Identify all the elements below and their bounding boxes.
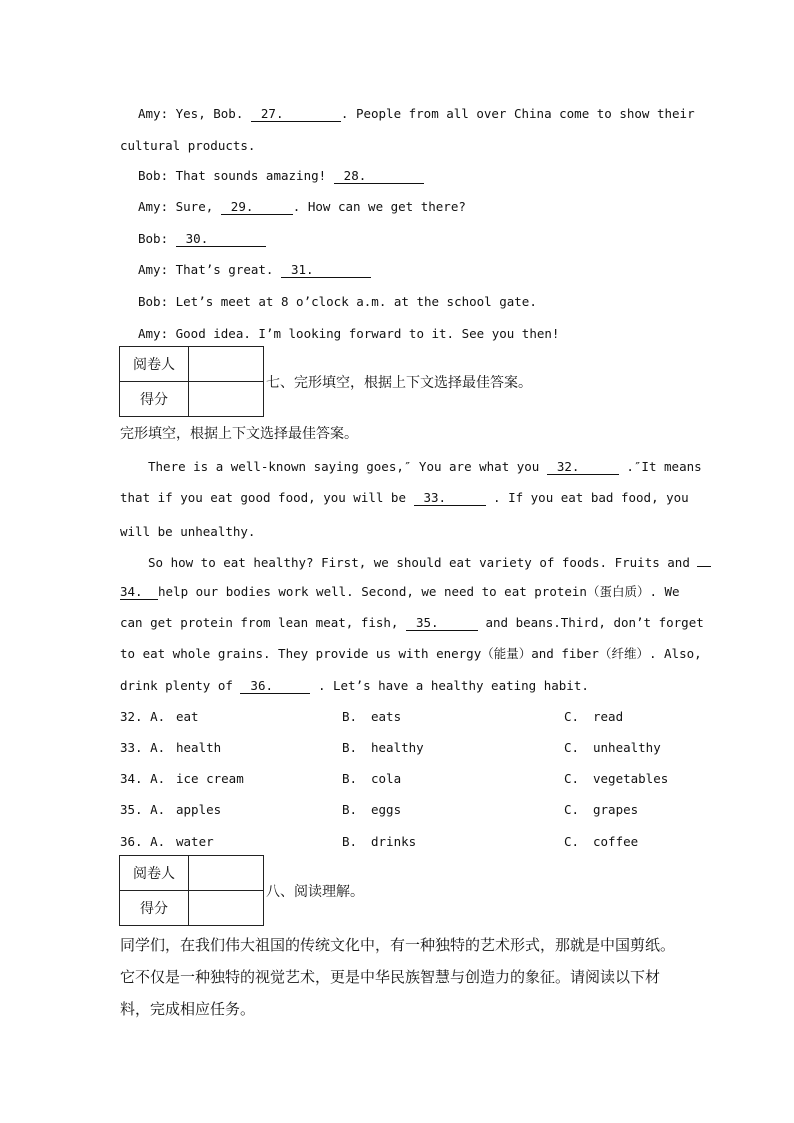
- reviewer-cell: [189, 347, 264, 382]
- dialogue-line-28: Bob: That sounds amazing! 28.: [138, 168, 424, 184]
- section7-instruction: 完形填空，根据上下文选择最佳答案。: [120, 426, 358, 442]
- score-cell: [189, 382, 264, 417]
- dialogue-line-meet: Bob: Let’s meet at 8 o’clock a.m. at the school gate.: [138, 294, 537, 309]
- score-label: 得分: [120, 382, 189, 417]
- option-c-label: C.: [564, 802, 580, 817]
- blank-30: 30.: [176, 232, 266, 247]
- question-number: 34. A.: [120, 771, 166, 786]
- blank-32: 32.: [547, 460, 619, 475]
- option-c-label: C.: [564, 740, 580, 755]
- section7-heading: 七、完形填空，根据上下文选择最佳答案。: [266, 375, 532, 391]
- blank-27: 27.: [251, 107, 341, 122]
- question-number: 32. A.: [120, 709, 166, 724]
- option-b: cola: [371, 771, 402, 786]
- option-c: grapes: [593, 802, 639, 817]
- option-b: eats: [371, 709, 402, 724]
- score-table-section7: [119, 346, 264, 417]
- dialogue-line-30: Bob: 30.: [138, 231, 266, 247]
- option-c-label: C.: [564, 834, 580, 849]
- option-a: water: [176, 834, 214, 849]
- dialogue-line-continuation: cultural products.: [120, 138, 256, 153]
- passage-line-5: 34. help our bodies work well. Second, we need to eat protein（蛋白质）. We: [120, 584, 680, 599]
- question-number: 33. A.: [120, 740, 166, 755]
- option-c: vegetables: [593, 771, 669, 786]
- option-b: eggs: [371, 802, 402, 817]
- option-b: healthy: [371, 740, 424, 755]
- blank-35: 35.: [406, 616, 478, 631]
- option-b-label: B.: [342, 771, 358, 786]
- passage-line-7: to eat whole grains. They provide us with energy（能量）and fiber（纤维）. Also,: [120, 646, 702, 661]
- option-b-label: B.: [342, 802, 358, 817]
- blank-31: 31.: [281, 263, 371, 278]
- score-table-section8: [119, 855, 264, 926]
- option-b-label: B.: [342, 834, 358, 849]
- option-c: unhealthy: [593, 740, 661, 755]
- blank-36: 36.: [240, 679, 310, 694]
- passage-line-1: There is a well-known saying goes,″ You are what you 32. .″It means: [148, 459, 702, 474]
- option-c-label: C.: [564, 771, 580, 786]
- blank-29: 29.: [221, 200, 293, 215]
- score-cell: [189, 891, 264, 926]
- dialogue-line-31: Amy: That’s great. 31.: [138, 262, 371, 278]
- option-b-label: B.: [342, 740, 358, 755]
- option-b: drinks: [371, 834, 417, 849]
- reviewer-label: 阅卷人: [120, 856, 189, 891]
- option-b-label: B.: [342, 709, 358, 724]
- option-c: coffee: [593, 834, 639, 849]
- blank-33: 33.: [414, 491, 486, 506]
- option-a: ice cream: [176, 771, 244, 786]
- blank-28: 28.: [334, 169, 424, 184]
- option-c-label: C.: [564, 709, 580, 724]
- passage-line-2: that if you eat good food, you will be 33. . If you eat bad food, you: [120, 490, 689, 505]
- section8-heading: 八、阅读理解。: [266, 884, 364, 900]
- option-a: health: [176, 740, 222, 755]
- dialogue-line-29: Amy: Sure, 29. . How can we get there?: [138, 199, 466, 214]
- dialogue-line-goodbye: Amy: Good idea. I’m looking forward to it. See you then!: [138, 326, 560, 341]
- passage-line-4: So how to eat healthy? First, we should eat variety of foods. Fruits and: [148, 555, 711, 571]
- reviewer-cell: [189, 856, 264, 891]
- passage-line-6: can get protein from lean meat, fish, 35. and beans.Third, don’t forget: [120, 615, 704, 630]
- option-c: read: [593, 709, 624, 724]
- question-number: 36. A.: [120, 834, 166, 849]
- blank-34-start: [697, 566, 711, 567]
- option-a: apples: [176, 802, 222, 817]
- reviewer-label: 阅卷人: [120, 347, 189, 382]
- option-a: eat: [176, 709, 199, 724]
- blank-34: 34.: [120, 585, 158, 600]
- dialogue-line-27: Amy: Yes, Bob. 27. . People from all over China come to show their: [138, 106, 695, 121]
- passage-line-3: will be unhealthy.: [120, 524, 256, 539]
- section8-intro: 同学们，在我们伟大祖国的传统文化中，有一种独特的艺术形式，那就是中国剪纸。它不仅是一种独特的视觉艺术，更是中华民族智慧与创造力的象征。请阅读以下材料，完成相应任务。: [120, 936, 676, 1018]
- passage-line-8: drink plenty of 36. . Let’s have a healthy eating habit.: [120, 678, 589, 693]
- score-label: 得分: [120, 891, 189, 926]
- question-number: 35. A.: [120, 802, 166, 817]
